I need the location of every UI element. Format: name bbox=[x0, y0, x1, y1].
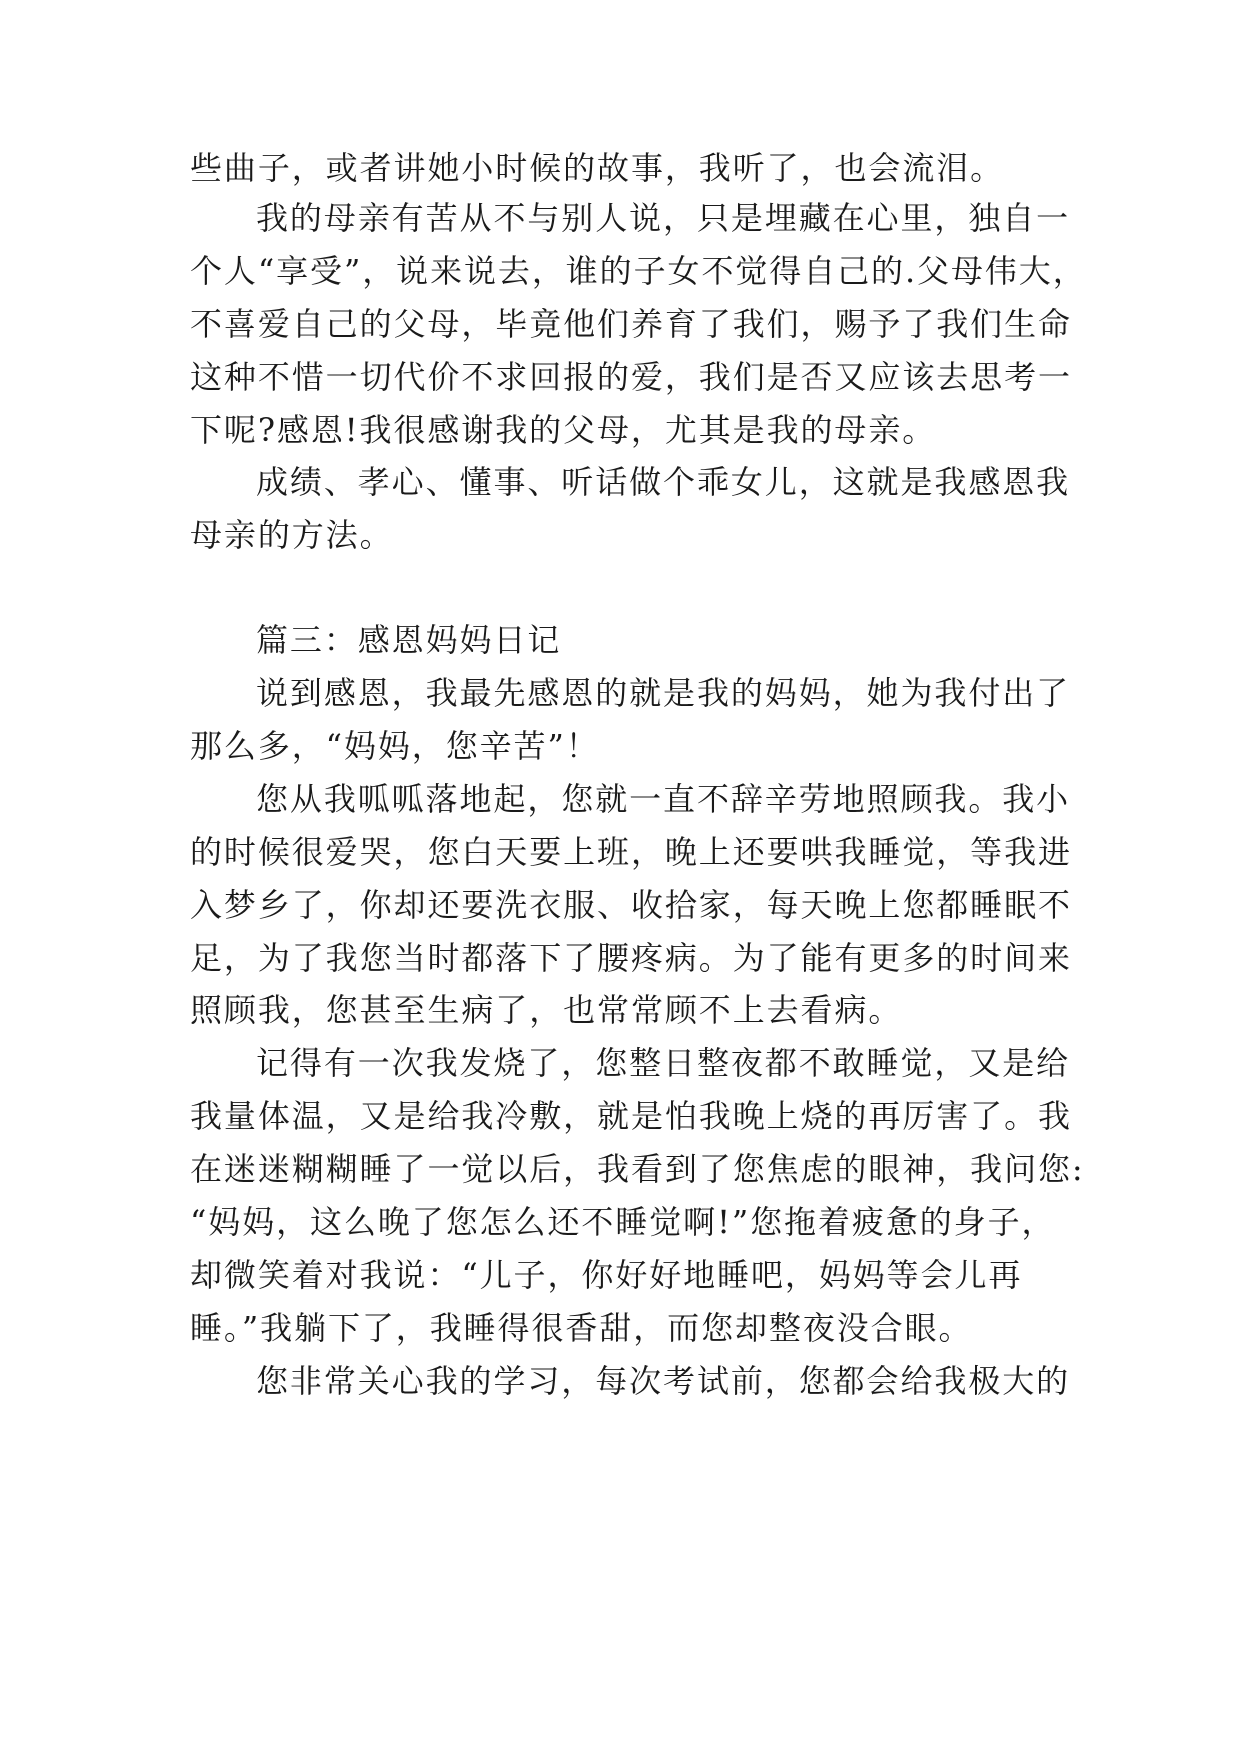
section-heading: 篇三：感恩妈妈日记 bbox=[256, 621, 562, 659]
text-line: 照顾我，您甚至生病了，也常常顾不上去看病。 bbox=[190, 991, 903, 1029]
text-line: 母亲的方法。 bbox=[190, 516, 394, 554]
text-line: 那么多，“妈妈，您辛苦”！ bbox=[190, 727, 600, 765]
text-line: 说到感恩，我最先感恩的就是我的妈妈，她为我付出了 bbox=[256, 674, 1071, 712]
text-line: 这种不惜一切代价不求回报的爱，我们是否又应该去思考一 bbox=[190, 358, 1072, 396]
text-line: “妈妈，这么晚了您怎么还不睡觉啊!”您拖着疲惫的身子， bbox=[190, 1203, 1056, 1241]
text-line: 些曲子，或者讲她小时候的故事，我听了，也会流泪。 bbox=[190, 149, 1005, 187]
text-line: 成绩、孝心、懂事、听话做个乖女儿，这就是我感恩我 bbox=[256, 463, 1071, 501]
text-line: 却微笑着对我说：“儿子，你好好地睡吧，妈妈等会儿再 bbox=[190, 1256, 1023, 1294]
text-line: 睡。”我躺下了，我睡得很香甜，而您却整夜没合眼。 bbox=[190, 1309, 973, 1347]
text-line: 不喜爱自己的父母，毕竟他们养育了我们，赐予了我们生命 bbox=[190, 305, 1072, 343]
text-line: 入梦乡了，你却还要洗衣服、收拾家，每天晚上您都睡眠不 bbox=[190, 886, 1072, 924]
text-line: 个人“享受”，说来说去，谁的子女不觉得自己的.父母伟大， bbox=[190, 252, 1087, 290]
text-line: 我的母亲有苦从不与别人说，只是埋藏在心里，独自一 bbox=[256, 199, 1071, 237]
text-line: 足，为了我您当时都落下了腰疼病。为了能有更多的时间来 bbox=[190, 939, 1072, 977]
text-line: 记得有一次我发烧了，您整日整夜都不敢睡觉，又是给 bbox=[256, 1044, 1071, 1082]
text-line: 在迷迷糊糊睡了一觉以后，我看到了您焦虑的眼神，我问您: bbox=[190, 1150, 1085, 1188]
text-line: 的时候很爱哭，您白天要上班，晚上还要哄我睡觉，等我进 bbox=[190, 833, 1072, 871]
text-line: 您非常关心我的学习，每次考试前，您都会给我极大的 bbox=[256, 1362, 1071, 1400]
text-line: 下呢?感恩!我很感谢我的父母，尤其是我的母亲。 bbox=[190, 411, 937, 449]
text-line: 我量体温，又是给我冷敷，就是怕我晚上烧的再厉害了。我 bbox=[190, 1097, 1072, 1135]
text-line: 您从我呱呱落地起，您就一直不辞辛劳地照顾我。我小 bbox=[256, 780, 1071, 818]
